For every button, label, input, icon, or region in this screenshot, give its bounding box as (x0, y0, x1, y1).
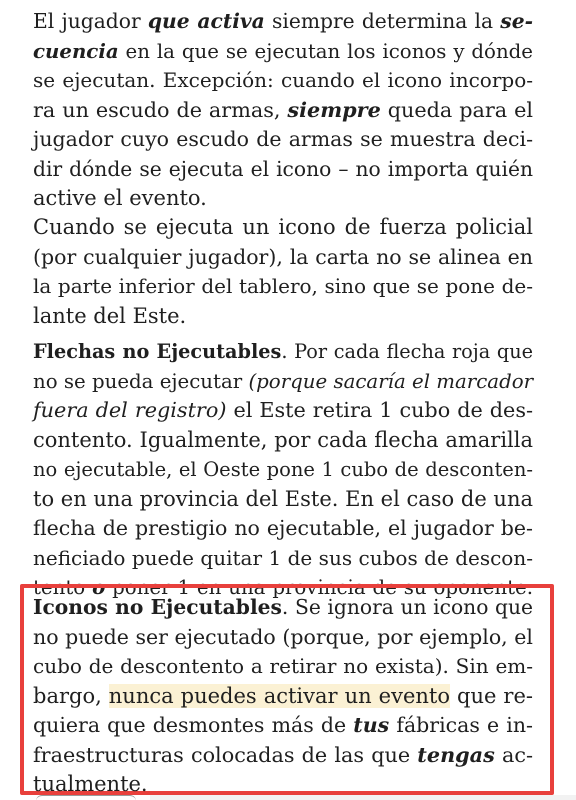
text-line: no se pueda ejecutar (porque sacaría el marcador (33, 369, 534, 393)
paragraph-sequence (33, 7, 533, 214)
text-line: Iconos no Ejecutables. Se ignora un icono que (33, 595, 533, 619)
text-line: tualmente. (33, 772, 148, 796)
text-line: Cuando se ejecuta un icono de fuerza policial (33, 215, 533, 239)
text-line: se ejecutan. Excepción: cuando el icono incorpo- (33, 68, 533, 92)
text-line: cuencia en la que se ejecutan los iconos y dónde (33, 38, 533, 63)
text-line: bargo, nunca puedes activar un evento que re- (33, 683, 533, 708)
text-line: quiera que desmontes más de tus fábricas e in- (33, 713, 533, 737)
section-heading: Iconos no Ejecutables (33, 595, 282, 619)
text-line: no ejecutable, el Oeste pone 1 cubo de desconten- (33, 458, 533, 481)
text-line: Flechas no Ejecutables. Por cada flecha roja que (33, 340, 533, 363)
paragraph-police-force (33, 213, 533, 331)
bottom-tab-edge (36, 795, 136, 800)
section-heading: Flechas no Ejecutables (33, 340, 282, 363)
text-line: no puede ser ejecutado (porque, por ejemplo, el (33, 624, 533, 649)
text-line: active el evento. (33, 186, 207, 210)
highlighted-text: nunca puedes activar un evento (108, 683, 450, 708)
bottom-panel-edge (150, 795, 576, 800)
text-line: neficiado puede quitar 1 de sus cubos de descon- (33, 545, 533, 570)
paragraph-non-executable-arrows (33, 337, 533, 603)
text-line: dir dónde se ejecuta el icono – no importa quién (33, 156, 533, 181)
text-line: la parte inferior del tablero, sino que se pone de- (33, 274, 533, 298)
text-line: (por cualquier jugador), la carta no se alinea en (33, 244, 533, 269)
text-line: tento o poner 1 en una provincia de su oponente. (33, 575, 533, 599)
text-line: fraestructuras colocadas de las que tengas ac- (33, 742, 533, 767)
paragraph-non-executable-icons (33, 593, 533, 800)
text-line: contento. Igualmente, por cada flecha amarilla (33, 427, 533, 452)
text-line: flecha de prestigio no ejecutable, el jugador be- (33, 516, 533, 540)
text-line: ra un escudo de armas, siempre queda para el (33, 97, 533, 122)
text-line: to en una provincia del Este. En el caso de una (33, 486, 533, 511)
text-line: cubo de descontento a retirar no exista). Sin em- (33, 654, 533, 678)
text-line: jugador cuyo escudo de armas se muestra deci- (33, 127, 533, 151)
text-line: El jugador que activa siempre determina la se- (33, 9, 533, 33)
text-line: lante del Este. (33, 303, 187, 328)
text-line: fuera del registro) el Este retira 1 cubo de des- (33, 398, 533, 422)
